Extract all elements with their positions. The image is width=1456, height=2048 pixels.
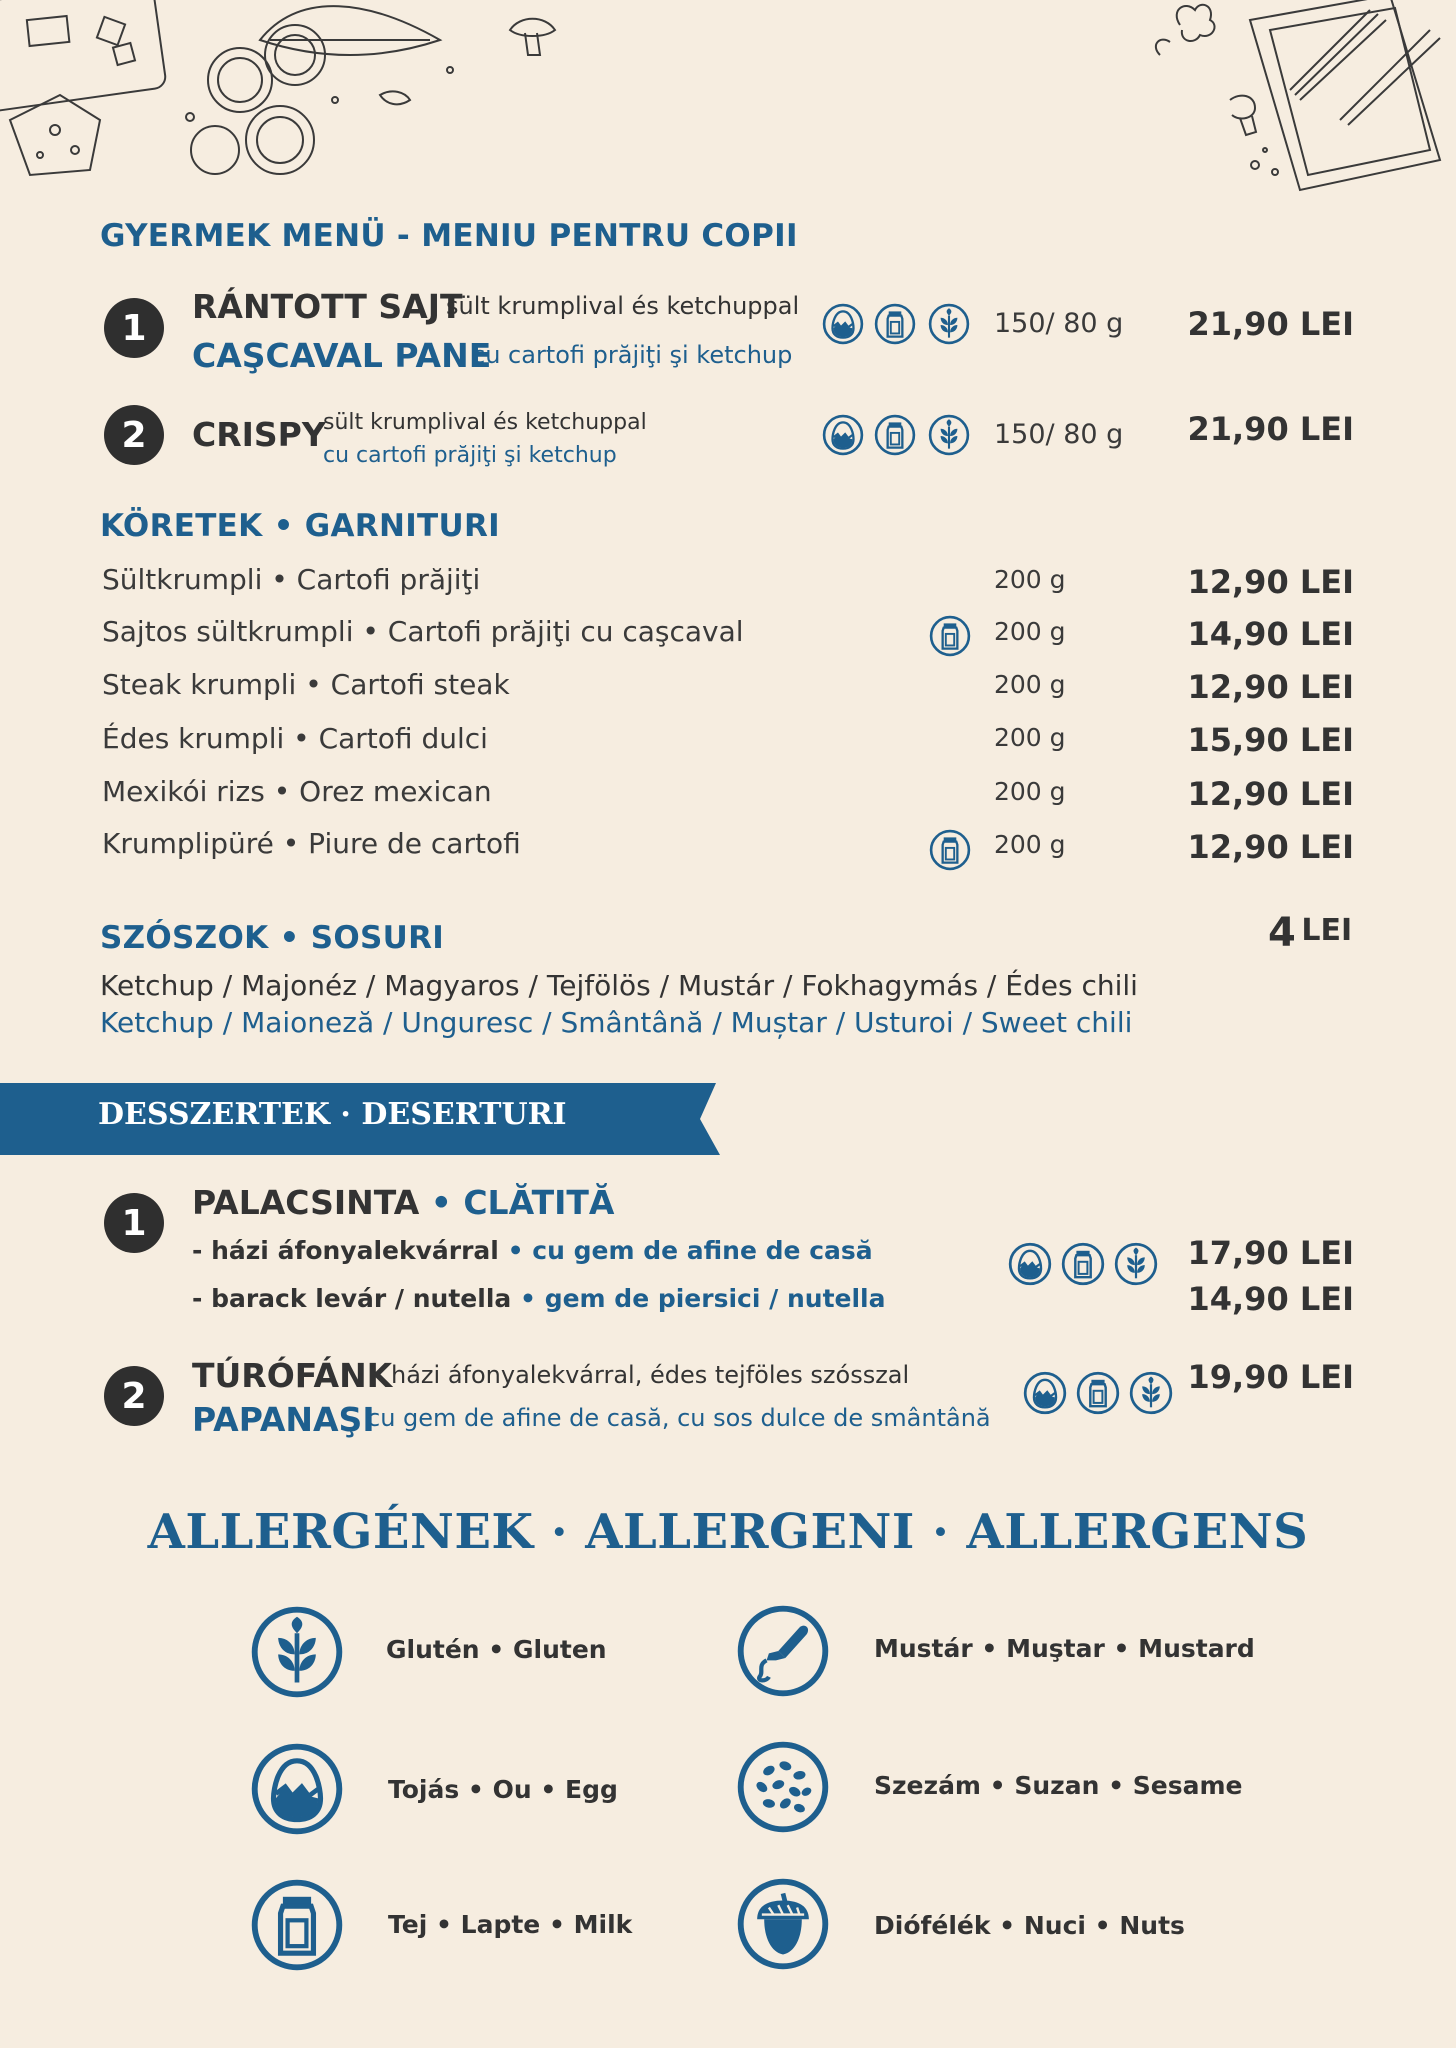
kids-item-2-number: 2 bbox=[104, 405, 164, 465]
kids-item-2-price: 21,90 LEI bbox=[1187, 410, 1354, 448]
dessert-1-title bbox=[192, 1183, 614, 1222]
dessert-2-desc-ro: cu gem de afine de casă, cu sos dulce de smântână bbox=[367, 1404, 991, 1432]
kids-menu-title: GYERMEK MENÜ - MENIU PENTRU COPII bbox=[100, 218, 798, 254]
milk-icon bbox=[1061, 1242, 1105, 1286]
egg-icon bbox=[822, 414, 864, 456]
sauces-title: SZÓSZOK • SOSURI bbox=[100, 920, 445, 956]
kids-item-2-weight: 150/ 80 g bbox=[994, 419, 1124, 450]
allergens-title: ALLERGÉNEK · ALLERGENI · ALLERGENS bbox=[147, 1504, 1309, 1560]
dessert-1-name-ro: CLĂTITĂ bbox=[463, 1183, 615, 1222]
sides-item-price: 12,90 LEI bbox=[1187, 563, 1354, 601]
sides-item-weight: 200 g bbox=[994, 830, 1066, 859]
sides-item-name: Mexikói rizs • Orez mexican bbox=[102, 775, 492, 808]
sides-item-name: Krumplipüré • Piure de cartofi bbox=[102, 827, 521, 860]
kids-item-1-price: 21,90 LEI bbox=[1187, 305, 1354, 343]
kids-item-2-desc-hu: sült krumplival és ketchuppal bbox=[323, 410, 647, 435]
kids-item-1-weight: 150/ 80 g bbox=[994, 308, 1124, 339]
gluten-icon bbox=[250, 1605, 344, 1699]
dessert-2-name-hu: TÚRÓFÁNK bbox=[192, 1356, 393, 1395]
milk-icon bbox=[1076, 1371, 1120, 1415]
sides-title: KÖRETEK • GARNITURI bbox=[100, 508, 500, 544]
dessert-2-name-ro: PAPANAŞI bbox=[192, 1400, 375, 1439]
milk-icon bbox=[874, 303, 916, 345]
sides-item-price: 15,90 LEI bbox=[1187, 721, 1354, 759]
dessert-1-option-2-price: 14,90 LEI bbox=[1187, 1280, 1354, 1318]
legend-gluten-label: Glutén • Gluten bbox=[386, 1635, 607, 1664]
dessert-1-option-1: - házi áfonyalekvárral • cu gem de afine de casă bbox=[192, 1236, 873, 1265]
sides-item-name: Sajtos sültkrumpli • Cartofi prăjiţi cu caşcaval bbox=[102, 615, 744, 648]
egg-icon bbox=[822, 303, 864, 345]
kids-item-2-desc-ro: cu cartofi prăjiţi şi ketchup bbox=[323, 443, 617, 468]
sides-item-name: Steak krumpli • Cartofi steak bbox=[102, 668, 510, 701]
legend-sesame-label: Szezám • Suzan • Sesame bbox=[874, 1771, 1243, 1800]
decorative-sketch-right bbox=[1140, 0, 1456, 200]
dessert-1-option-1-ro: cu gem de afine de casă bbox=[532, 1236, 873, 1265]
dessert-1-option-2-ro: gem de piersici / nutella bbox=[544, 1284, 886, 1313]
egg-icon bbox=[1023, 1371, 1067, 1415]
legend-nuts-label: Diófélék • Nuci • Nuts bbox=[874, 1911, 1185, 1940]
dessert-2-desc-hu: házi áfonyalekvárral, édes tejföles szósszal bbox=[391, 1361, 910, 1389]
legend-mustard-label: Mustár • Muştar • Mustard bbox=[874, 1634, 1255, 1663]
sides-item-price: 12,90 LEI bbox=[1187, 668, 1354, 706]
dessert-1-option-2: - barack levár / nutella • gem de piersici / nutella bbox=[192, 1284, 886, 1313]
nuts-icon bbox=[736, 1877, 830, 1971]
sauces-list-ro: Ketchup / Maioneză / Unguresc / Smântână / Muștar / Usturoi / Sweet chili bbox=[100, 1006, 1133, 1039]
sides-item-name: Édes krumpli • Cartofi dulci bbox=[102, 722, 488, 755]
decorative-sketch-left bbox=[0, 0, 580, 190]
sesame-icon bbox=[736, 1740, 830, 1834]
sides-item-price: 12,90 LEI bbox=[1187, 775, 1354, 813]
sides-item-weight: 200 g bbox=[994, 565, 1066, 594]
milk-icon bbox=[929, 829, 971, 871]
milk-icon bbox=[874, 414, 916, 456]
sauces-price-number: 4 bbox=[1268, 910, 1296, 956]
gluten-icon bbox=[928, 303, 970, 345]
sides-item-weight: 200 g bbox=[994, 670, 1066, 699]
kids-item-1-desc-ro: cu cartofi prăjiţi şi ketchup bbox=[472, 341, 793, 369]
sides-item-weight: 200 g bbox=[994, 723, 1066, 752]
kids-item-2-name: CRISPY bbox=[192, 415, 326, 454]
milk-icon bbox=[250, 1878, 344, 1972]
sides-item-name: Sültkrumpli • Cartofi prăjiţi bbox=[102, 563, 481, 596]
sides-item-price: 14,90 LEI bbox=[1187, 615, 1354, 653]
dessert-2-number: 2 bbox=[104, 1366, 164, 1426]
mustard-icon bbox=[736, 1604, 830, 1698]
sauces-price-unit: LEI bbox=[1301, 913, 1353, 948]
dessert-2-price: 19,90 LEI bbox=[1187, 1358, 1354, 1396]
legend-milk-label: Tej • Lapte • Milk bbox=[388, 1910, 633, 1939]
egg-icon bbox=[250, 1742, 344, 1836]
dessert-1-option-1-price: 17,90 LEI bbox=[1187, 1234, 1354, 1272]
gluten-icon bbox=[1114, 1242, 1158, 1286]
sides-item-weight: 200 g bbox=[994, 617, 1066, 646]
gluten-icon bbox=[928, 414, 970, 456]
sauces-list-hu: Ketchup / Majonéz / Magyaros / Tejfölös / Mustár / Fokhagymás / Édes chili bbox=[100, 969, 1138, 1002]
desserts-banner-text: DESSZERTEK · DESERTURI bbox=[98, 1097, 567, 1132]
sides-item-weight: 200 g bbox=[994, 777, 1066, 806]
dessert-1-option-2-hu: - barack levár / nutella bbox=[192, 1284, 512, 1313]
kids-item-1-name-ro: CAŞCAVAL PANE bbox=[192, 336, 492, 375]
sauces-price bbox=[1268, 910, 1352, 956]
kids-item-1-number: 1 bbox=[104, 298, 164, 358]
milk-icon bbox=[929, 615, 971, 657]
kids-item-1-name-hu: RÁNTOTT SAJT bbox=[192, 287, 463, 326]
dessert-1-number: 1 bbox=[104, 1193, 164, 1253]
sides-item-price: 12,90 LEI bbox=[1187, 828, 1354, 866]
egg-icon bbox=[1008, 1242, 1052, 1286]
dessert-1-name-hu: PALACSINTA bbox=[192, 1183, 420, 1222]
dessert-1-separator: • bbox=[430, 1183, 452, 1222]
dessert-1-option-1-hu: - házi áfonyalekvárral bbox=[192, 1236, 499, 1265]
kids-item-1-desc-hu: sült krumplival és ketchuppal bbox=[446, 292, 800, 320]
legend-egg-label: Tojás • Ou • Egg bbox=[388, 1775, 618, 1804]
